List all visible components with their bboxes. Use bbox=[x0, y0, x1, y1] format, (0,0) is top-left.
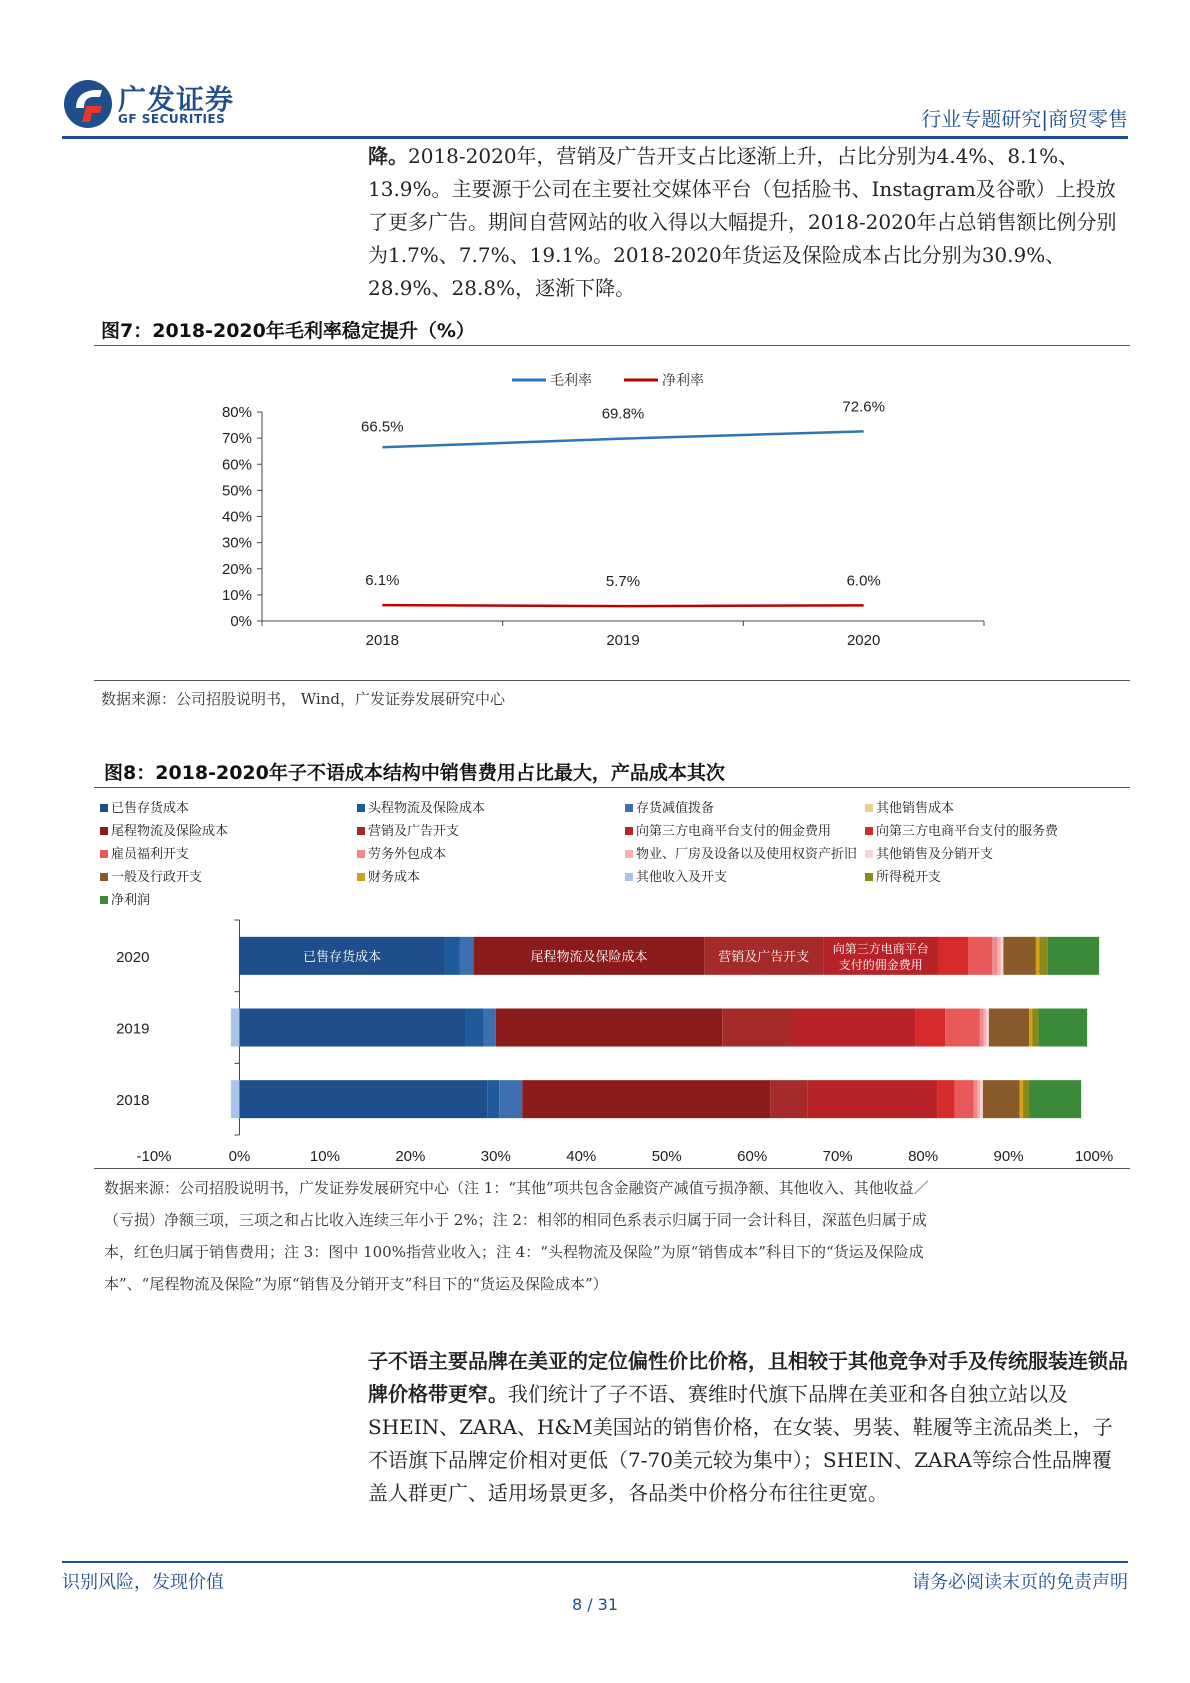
fig7-caption: 图7：2018-2020年毛利率稳定提升（%） bbox=[101, 320, 475, 342]
fig8-legend-item bbox=[100, 889, 150, 908]
fig8-category-label: 2018 bbox=[116, 1092, 150, 1110]
fig8-bar-segment bbox=[1020, 1080, 1023, 1118]
header-rule bbox=[62, 136, 1128, 139]
fig7-y-tick-label: 50% bbox=[221, 482, 252, 500]
fig8-legend-item bbox=[100, 820, 228, 839]
fig7-y-tick-label: 80% bbox=[221, 404, 252, 421]
fig7-y-tick-label: 60% bbox=[221, 456, 252, 474]
fig8-legend-swatch bbox=[100, 850, 108, 858]
fig8-bar-segment bbox=[938, 937, 968, 975]
fig8-bar-inner-label: 支付的佣金费用 bbox=[838, 957, 923, 972]
fig8-bar-segment bbox=[968, 937, 992, 975]
fig8-legend-swatch bbox=[865, 827, 873, 835]
fig8-legend-swatch bbox=[865, 873, 873, 881]
fig7-top-rule bbox=[94, 345, 1130, 346]
fig8-legend-swatch bbox=[357, 804, 365, 812]
fig8-bar-segment bbox=[466, 1009, 483, 1047]
fig8-legend-swatch bbox=[357, 827, 365, 835]
page-number: 8 / 31 bbox=[571, 1595, 619, 1614]
fig8-bar-segment bbox=[1039, 937, 1048, 975]
fig8-source-line: 本，红色归属于销售费用；注 3：图中 100%指营业收入；注 4：“头程物流及保险”为原“销售成本”科目下的“货运及保险成 bbox=[104, 1243, 924, 1261]
fig8-bar-segment bbox=[239, 1009, 465, 1047]
footer-rule bbox=[62, 1561, 1128, 1563]
fig8-bar-segment bbox=[983, 1080, 1020, 1118]
fig8-source-line: 数据来源：公司招股说明书，广发证券发展研究中心（注 1：“其他”项共包含金融资产减值亏损净额、其他收入、其他收益／ bbox=[104, 1179, 929, 1197]
fig8-legend-item bbox=[100, 866, 202, 885]
fig8-bar-segment bbox=[499, 1080, 522, 1118]
brand-name-cn: 广发证券 bbox=[118, 83, 235, 116]
fig8-legend-swatch bbox=[865, 850, 873, 858]
fig8-caption: 图8：2018-2020年子不语成本结构中销售费用占比最大，产品成本其次 bbox=[104, 762, 725, 784]
fig8-source-line: 本”、“尾程物流及保险”为原“销售及分销开支”科目下的“货运及保险成本”） bbox=[104, 1275, 608, 1293]
gf-logo-icon bbox=[62, 78, 114, 130]
fig8-bar-segment bbox=[460, 937, 474, 975]
fig8-bar-segment bbox=[978, 1080, 981, 1118]
fig8-legend-item bbox=[357, 843, 446, 862]
fig8-bar-segment bbox=[1048, 937, 1099, 975]
fig8-legend-item bbox=[625, 797, 714, 816]
fig7-y-tick-label: 20% bbox=[221, 560, 252, 578]
fig8-bar-segment bbox=[989, 1009, 1029, 1047]
fig7-source: 数据来源：公司招股说明书， Wind，广发证券发展研究中心 bbox=[101, 690, 505, 708]
fig8-bottom-rule bbox=[94, 1168, 1130, 1169]
paragraph-2-text: 我们统计了子不语、赛维时代旗下品牌在美亚和各自独立站以及SHEIN、ZARA、H&M美国站的销售价格，在女装、男装、鞋履等主流品类上，子不语旗下品牌定价相对更低（7-70美元较为集中）；SHEIN、ZARA等综合性品牌覆盖人群更广、适用场景更多，各品类中价格分布往往更宽。 bbox=[368, 1382, 1113, 1505]
fig8-legend-swatch bbox=[625, 873, 633, 881]
fig8-legend-label: 尾程物流及保险成本 bbox=[111, 824, 229, 839]
footer-slogan: 识别风险，发现价值 bbox=[62, 1572, 224, 1593]
fig8-bar-inner-label: 营销及广告开支 bbox=[718, 949, 810, 965]
brand-name-en: GF SECURITIES bbox=[118, 112, 226, 126]
fig8-legend-swatch bbox=[100, 873, 108, 881]
fig8-category-label: 2020 bbox=[116, 948, 150, 966]
fig7-y-tick-label: 70% bbox=[221, 430, 252, 448]
fig8-legend-swatch bbox=[100, 804, 108, 812]
fig8-bar-segment bbox=[722, 1009, 791, 1047]
fig7-y-tick-label: 0% bbox=[230, 613, 252, 630]
paragraph-1-text: 2018-2020年，营销及广告开支占比逐渐上升，占比分别为4.4%、8.1%、13.9%。主要源于公司在主要社交媒体平台（包括脸书、Instagram及谷歌）上投放了更多广告。期间自营网站的收入得以大幅提升，2018-2020年占总销售额比例分别为1.7%、7.7%、19.1%。2018-2020年货运及保险成本占比分别为30.9%、28.9%、28.8%，逐渐下降。 bbox=[368, 144, 1117, 300]
fig8-legend-label: 其他收入及开支 bbox=[636, 870, 728, 885]
fig8-legend-item bbox=[865, 797, 954, 816]
fig8-legend-item bbox=[625, 820, 831, 839]
fig8-bar-segment bbox=[239, 1080, 487, 1118]
fig8-bar-segment bbox=[992, 937, 997, 975]
fig8-bar-segment bbox=[1038, 1009, 1087, 1047]
fig8-source bbox=[104, 1172, 1130, 1300]
fig7-x-tick-label: 2020 bbox=[846, 632, 881, 649]
fig8-legend-item bbox=[625, 866, 727, 885]
fig8-legend-item bbox=[357, 866, 420, 885]
report-type: 行业专题研究|商贸零售 bbox=[921, 107, 1128, 131]
fig8-bar-segment bbox=[1036, 937, 1039, 975]
paragraph-1-lead: 降。 bbox=[368, 144, 408, 168]
fig8-bar-segment bbox=[955, 1080, 974, 1118]
fig7-data-label: 69.8% bbox=[601, 405, 645, 423]
fig8-legend-label: 向第三方电商平台支付的服务费 bbox=[876, 824, 1059, 839]
fig8-bar-segment bbox=[974, 1080, 978, 1118]
fig8-legend-label: 劳务外包成本 bbox=[368, 847, 447, 862]
fig8-top-rule bbox=[94, 787, 1130, 788]
fig8-bar-segment bbox=[770, 1080, 808, 1118]
fig7-y-tick-label: 30% bbox=[221, 534, 252, 552]
fig8-chart bbox=[94, 915, 1130, 1165]
fig8-bar-segment bbox=[522, 1080, 770, 1118]
fig8-legend-item bbox=[100, 843, 189, 862]
fig8-x-tick-label: -10% bbox=[136, 1148, 172, 1165]
fig8-bar-inner-label: 已售存货成本 bbox=[302, 949, 382, 965]
fig8-x-tick-label: 40% bbox=[566, 1148, 597, 1165]
fig8-legend-swatch bbox=[357, 873, 365, 881]
fig8-bar-segment bbox=[938, 1080, 955, 1118]
fig8-bar-inner-label: 向第三方电商平台 bbox=[832, 941, 929, 956]
fig8-bar-segment bbox=[1029, 1080, 1081, 1118]
fig8-legend-swatch bbox=[357, 850, 365, 858]
fig8-bar-segment bbox=[945, 1009, 979, 1047]
fig8-bar-segment bbox=[791, 1009, 915, 1047]
fig8-x-tick-label: 100% bbox=[1074, 1148, 1114, 1165]
fig8-legend-label: 向第三方电商平台支付的佣金费用 bbox=[636, 824, 832, 839]
fig8-x-tick-label: 20% bbox=[395, 1148, 426, 1165]
fig8-source-line: （亏损）净额三项，三项之和占比收入连续三年小于 2%；注 2：相邻的相同色系表示归属于同一会计科目，深蓝色归属于成 bbox=[104, 1211, 927, 1229]
fig8-legend-label: 其他销售及分销开支 bbox=[876, 847, 994, 862]
fig8-bar-segment bbox=[915, 1009, 945, 1047]
fig7-data-label: 66.5% bbox=[361, 418, 404, 436]
fig8-bar-inner-label: 尾程物流及保险成本 bbox=[530, 949, 648, 965]
paragraph-1 bbox=[368, 140, 1130, 305]
fig8-legend-label: 一般及行政开支 bbox=[111, 870, 203, 885]
fig8-x-tick-label: 0% bbox=[228, 1148, 251, 1165]
fig8-bar-segment bbox=[1003, 937, 1035, 975]
fig8-legend-label: 净利润 bbox=[111, 893, 151, 908]
paragraph-2 bbox=[368, 1345, 1130, 1510]
fig8-x-tick-label: 10% bbox=[309, 1148, 340, 1165]
fig8-bar-segment bbox=[984, 1009, 987, 1047]
fig8-legend-label: 头程物流及保险成本 bbox=[368, 801, 486, 816]
fig7-data-label: 6.1% bbox=[365, 572, 400, 590]
fig8-bar-segment bbox=[980, 1080, 983, 1118]
paragraph-2-lead: 子不语主要品牌在美亚的定位偏性价比价格，且相较于其他竞争对手及传统服装连锁品牌价格带更窄。 bbox=[368, 1349, 1128, 1406]
fig8-bar-segment bbox=[231, 1080, 240, 1118]
fig7-data-label: 6.0% bbox=[846, 572, 881, 590]
fig8-legend-item bbox=[625, 843, 857, 862]
fig8-legend-item bbox=[357, 797, 485, 816]
fig8-legend-label: 已售存货成本 bbox=[111, 801, 190, 816]
fig8-legend-swatch bbox=[625, 850, 633, 858]
brand-logo bbox=[62, 78, 262, 134]
fig8-x-tick-label: 70% bbox=[822, 1148, 853, 1165]
fig8-legend-item bbox=[357, 820, 459, 839]
fig8-x-tick-label: 90% bbox=[993, 1148, 1024, 1165]
fig8-x-tick-label: 30% bbox=[480, 1148, 511, 1165]
fig8-legend-label: 雇员福利开支 bbox=[111, 847, 190, 862]
fig8-legend-label: 存货减值拨备 bbox=[636, 801, 715, 816]
fig7-y-tick-label: 10% bbox=[221, 586, 252, 604]
fig8-bar-segment bbox=[1001, 937, 1004, 975]
fig8-legend-swatch bbox=[625, 804, 633, 812]
fig8-bar-segment bbox=[808, 1080, 938, 1118]
fig7-legend-label: 毛利率 bbox=[550, 373, 592, 389]
fig7-x-tick-label: 2019 bbox=[606, 632, 640, 649]
fig8-legend-item bbox=[100, 797, 189, 816]
fig8-legend-label: 物业、厂房及设备以及使用权资产折旧 bbox=[636, 847, 858, 862]
fig8-legend-item bbox=[865, 866, 941, 885]
fig7-series-line bbox=[382, 431, 863, 447]
fig8-bar-segment bbox=[979, 1009, 983, 1047]
fig8-bar-segment bbox=[1023, 1080, 1029, 1118]
fig7-series-line bbox=[382, 605, 863, 606]
fig8-legend-label: 所得税开支 bbox=[876, 870, 942, 885]
fig8-bar-segment bbox=[231, 1009, 240, 1047]
fig7-chart bbox=[94, 350, 1130, 670]
fig8-bar-segment bbox=[986, 1009, 989, 1047]
fig8-legend-swatch bbox=[100, 896, 108, 904]
fig7-data-label: 5.7% bbox=[605, 573, 641, 591]
fig8-legend-label: 营销及广告开支 bbox=[368, 824, 460, 839]
fig8-bar-segment bbox=[487, 1080, 499, 1118]
fig8-legend-label: 其他销售成本 bbox=[876, 801, 955, 816]
footer-disclaimer: 请务必阅读末页的免责声明 bbox=[912, 1572, 1128, 1593]
fig7-data-label: 72.6% bbox=[842, 398, 885, 416]
fig8-x-tick-label: 50% bbox=[651, 1148, 682, 1165]
fig7-x-tick-label: 2018 bbox=[365, 632, 400, 649]
fig8-bar-segment bbox=[496, 1009, 722, 1047]
fig8-legend bbox=[100, 797, 1130, 912]
fig8-category-label: 2019 bbox=[116, 1020, 150, 1038]
fig8-x-tick-label: 80% bbox=[908, 1148, 939, 1165]
fig8-legend-swatch bbox=[865, 804, 873, 812]
fig7-legend-label: 净利率 bbox=[662, 373, 704, 389]
fig8-x-tick-label: 60% bbox=[737, 1148, 768, 1165]
fig7-y-tick-label: 40% bbox=[221, 508, 252, 526]
fig8-legend-label: 财务成本 bbox=[368, 870, 421, 885]
fig8-bar-segment bbox=[1029, 1009, 1032, 1047]
fig8-legend-item bbox=[865, 843, 993, 862]
fig8-legend-swatch bbox=[100, 827, 108, 835]
fig8-legend-swatch bbox=[625, 827, 633, 835]
fig8-bar-segment bbox=[997, 937, 1000, 975]
fig7-bottom-rule bbox=[94, 680, 1130, 681]
fig8-bar-segment bbox=[483, 1009, 496, 1047]
fig8-bar-segment bbox=[1032, 1009, 1038, 1047]
fig8-bar-segment bbox=[445, 937, 460, 975]
fig8-legend-item bbox=[865, 820, 1058, 839]
